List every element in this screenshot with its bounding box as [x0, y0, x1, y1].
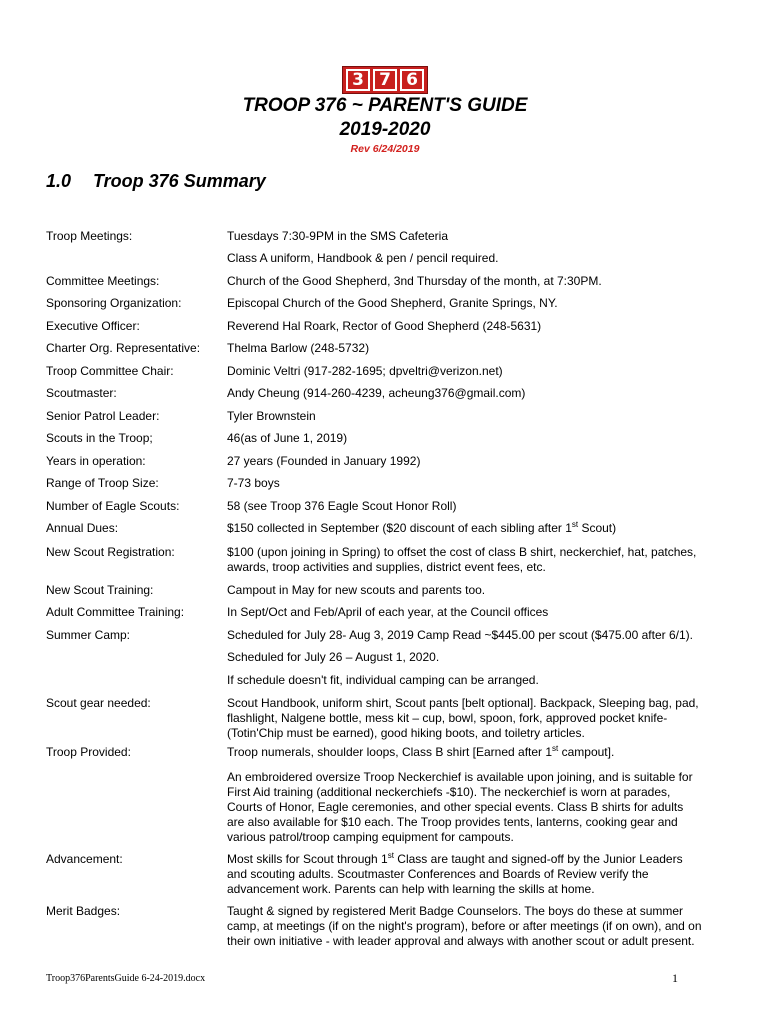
- logo-digit: 3: [346, 69, 370, 91]
- row-label: Scout gear needed:: [46, 696, 151, 710]
- row-value: Church of the Good Shepherd, 3nd Thursday of the month, at 7:30PM.: [227, 274, 602, 288]
- row-value: Troop numerals, shoulder loops, Class B shirt [Earned after 1st campout].: [227, 744, 615, 759]
- row-label: Scoutmaster:: [46, 386, 117, 400]
- row-value: Class A uniform, Handbook & pen / pencil required.: [227, 251, 499, 265]
- row-value: Tuesdays 7:30-9PM in the SMS Cafeteria: [227, 229, 448, 243]
- logo-digit: 7: [373, 69, 397, 91]
- row-value: 58 (see Troop 376 Eagle Scout Honor Roll): [227, 499, 457, 513]
- row-value: Tyler Brownstein: [227, 409, 316, 423]
- logo-digit: 6: [400, 69, 424, 91]
- row-value: Most skills for Scout through 1st Class are taught and signed-off by the Junior Leaders and scouting adults. Scoutmaster Conferences and Boards of Review verify the advancement work. Parents can help with learning the skills at home.: [227, 851, 683, 896]
- row-value: 46(as of June 1, 2019): [227, 431, 348, 445]
- row-label: Years in operation:: [46, 454, 146, 468]
- row-label: New Scout Training:: [46, 583, 154, 597]
- troop-logo: [342, 66, 428, 94]
- row-value: Campout in May for new scouts and parents too.: [227, 583, 486, 597]
- row-label: New Scout Registration:: [46, 545, 175, 559]
- row-label: Troop Committee Chair:: [46, 364, 174, 378]
- row-label: Number of Eagle Scouts:: [46, 499, 180, 513]
- row-value: Taught & signed by registered Merit Badge Counselors. The boys do these at summer camp, at meetings (if on the night's program), before or after meetings (if on own), and on their own initiative - with leader approval and always with another scout or adult present.: [227, 904, 702, 948]
- row-label: Troop Provided:: [46, 745, 131, 759]
- row-value: Andy Cheung (914-260-4239, acheung376@gmail.com): [227, 386, 526, 400]
- row-value: $150 collected in September ($20 discount of each sibling after 1st Scout): [227, 520, 617, 535]
- row-value: Scheduled for July 26 – August 1, 2020.: [227, 650, 440, 664]
- row-value: 27 years (Founded in January 1992): [227, 454, 421, 468]
- row-value: Episcopal Church of the Good Shepherd, Granite Springs, NY.: [227, 296, 558, 310]
- section-number: 1.0: [46, 171, 72, 191]
- row-label: Adult Committee Training:: [46, 605, 185, 619]
- row-label: Advancement:: [46, 852, 123, 866]
- row-value: $100 (upon joining in Spring) to offset the cost of class B shirt, neckerchief, hat, patches, awards, troop activities and supplies, district event fees, etc.: [227, 545, 697, 574]
- row-label: Charter Org. Representative:: [46, 341, 201, 355]
- row-value: Scout Handbook, uniform shirt, Scout pants [belt optional]. Backpack, Sleeping bag, pad, flashlight, Nalgene bottle, mess kit – cup, bowl, spoon, fork, approved pocket knife- (Totin'Chip must be earned), good hiking boots, and toiletry articles.: [227, 696, 699, 740]
- row-value: Scheduled for July 28- Aug 3, 2019 Camp Read ~$445.00 per scout ($475.00 after 6/1).: [227, 628, 693, 642]
- row-label: Summer Camp:: [46, 628, 131, 642]
- section-heading: [46, 171, 266, 192]
- row-value: Dominic Veltri (917-282-1695; dpveltri@verizon.net): [227, 364, 503, 378]
- row-value: 7-73 boys: [227, 476, 280, 490]
- revision-date: Rev 6/24/2019: [350, 143, 420, 155]
- row-label: Merit Badges:: [46, 904, 121, 918]
- row-label: Annual Dues:: [46, 521, 119, 535]
- row-label: Troop Meetings:: [46, 229, 133, 243]
- document-title: TROOP 376 ~ PARENT'S GUIDE: [242, 95, 528, 116]
- row-label: Executive Officer:: [46, 319, 140, 333]
- row-value: If schedule doesn't fit, individual camping can be arranged.: [227, 673, 539, 687]
- row-label: Range of Troop Size:: [46, 476, 159, 490]
- section-title: Troop 376 Summary: [93, 171, 266, 191]
- row-label: Scouts in the Troop;: [46, 431, 153, 445]
- page-number: 1: [672, 971, 678, 985]
- footer-filename: Troop376ParentsGuide 6-24-2019.docx: [46, 973, 206, 984]
- row-label: Sponsoring Organization:: [46, 296, 182, 310]
- row-label: Committee Meetings:: [46, 274, 160, 288]
- row-value: In Sept/Oct and Feb/April of each year, at the Council offices: [227, 605, 549, 619]
- row-value: Reverend Hal Roark, Rector of Good Shepherd (248-5631): [227, 319, 542, 333]
- row-label: Senior Patrol Leader:: [46, 409, 160, 423]
- row-value: Thelma Barlow (248-5732): [227, 341, 370, 355]
- row-value: An embroidered oversize Troop Neckerchief is available upon joining, and is suitable for First Aid training (additional neckerchiefs -$10). The neckerchief is worn at parades, Courts of Honor, Eagle ceremonies, and other special events. Class B shirts for adults are also available for $10 each. The Troop provides tents, lanterns, cooking gear and various patrol/troop camping equipment for campouts.: [227, 770, 693, 844]
- document-year: 2019-2020: [339, 119, 431, 140]
